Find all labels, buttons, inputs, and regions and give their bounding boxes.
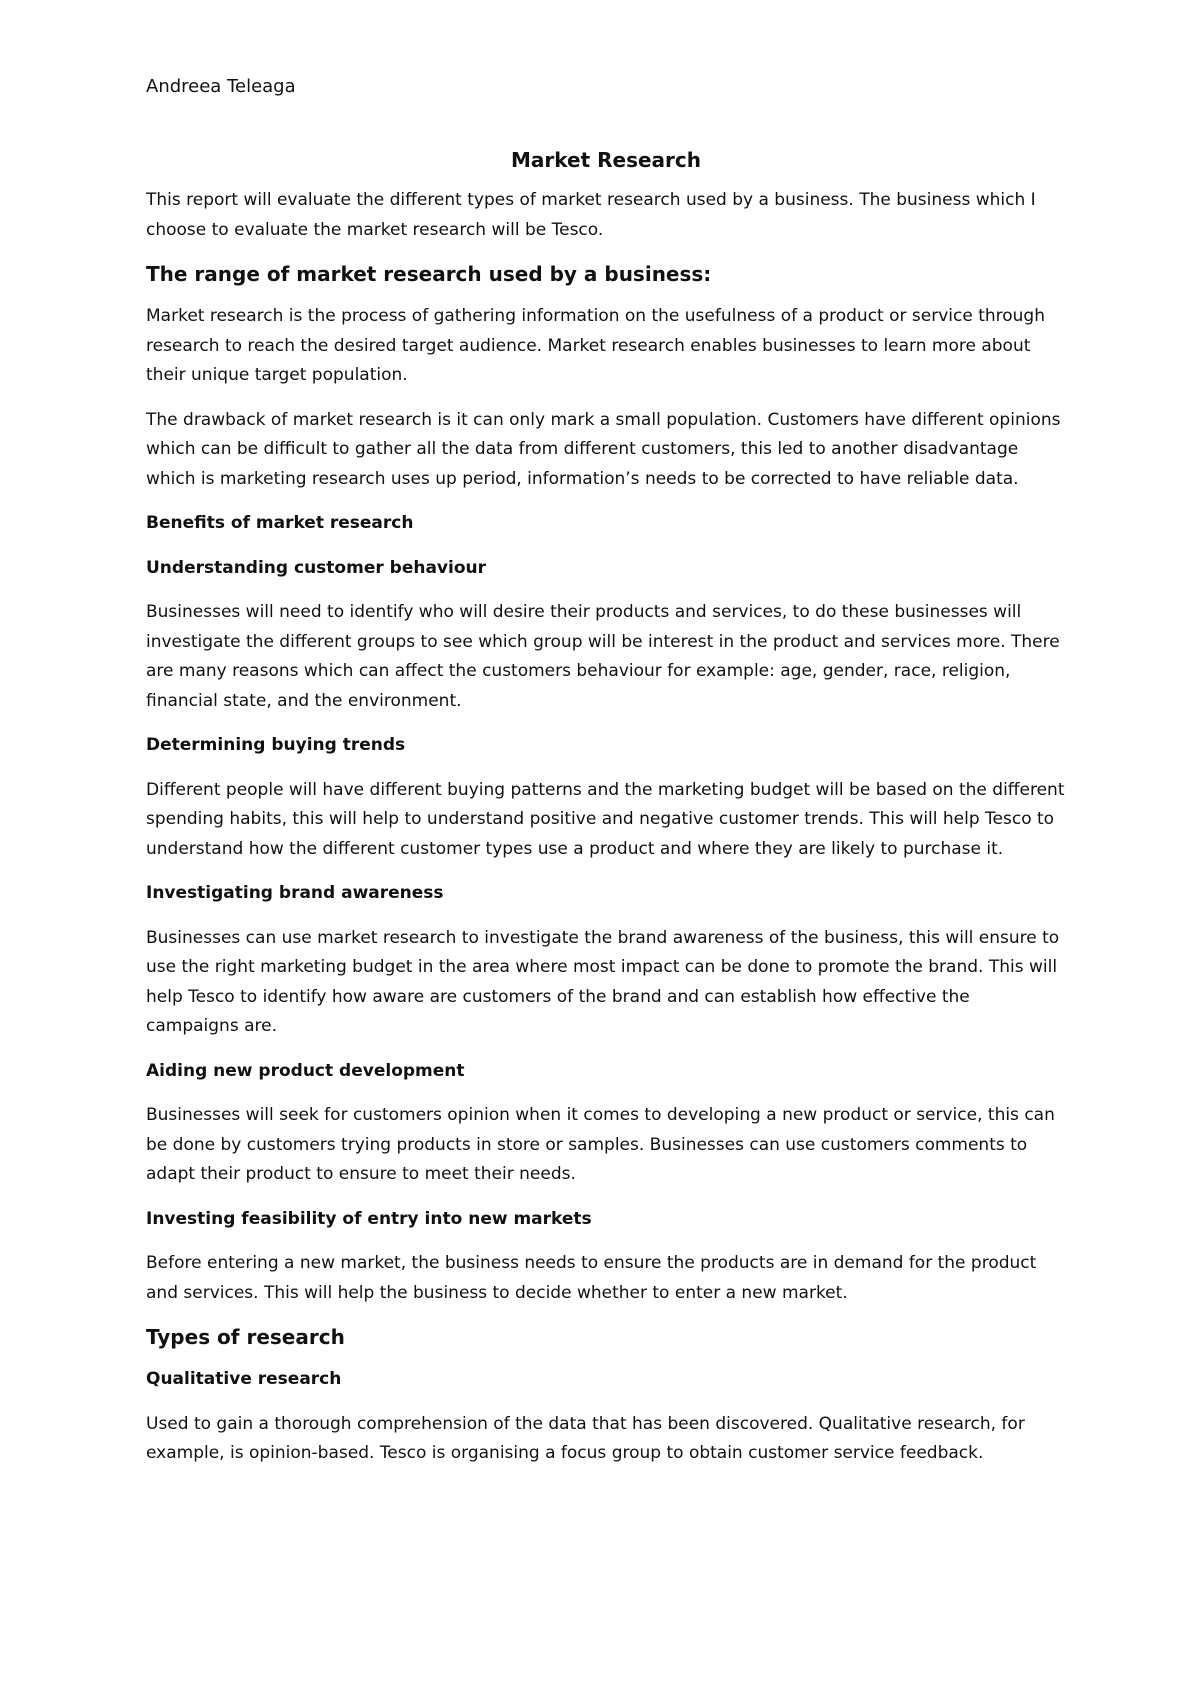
intro-paragraph: This report will evaluate the different types of market research used by a business. The business which I choose to evaluate the market research will be Tesco. bbox=[146, 190, 1036, 240]
benefit-text-brand-awareness: Businesses can use market research to investigate the brand awareness of the business, this will ensure to use the right marketing budget in the area where most impact can be done to promote the brand. This will help Tesco to identify how aware are customers of the brand and can establish how effective the campaigns are. bbox=[146, 927, 1060, 1036]
benefits-heading: Benefits of market research bbox=[146, 513, 414, 533]
types-heading: Types of research bbox=[146, 1325, 345, 1349]
benefit-text-new-markets: Before entering a new market, the business needs to ensure the products are in demand for the product and services. This will help the business to decide whether to enter a new market. bbox=[146, 1253, 1037, 1303]
benefit-text-buying-trends: Different people will have different buying patterns and the marketing budget will be based on the different spending habits, this will help to understand positive and negative customer trends. This will help Tesco to understand how the different customer types use a product and where they are likely to purchase it. bbox=[146, 779, 1065, 859]
range-heading: The range of market research used by a business: bbox=[146, 262, 712, 286]
author-name: Andreea Teleaga bbox=[146, 76, 296, 97]
benefit-heading-product-development: Aiding new product development bbox=[146, 1060, 465, 1081]
benefit-text-product-development: Businesses will seek for customers opinion when it comes to developing a new product or service, this can be done by customers trying products in store or samples. Businesses can use customers comments to adapt their product to ensure to meet their needs. bbox=[146, 1105, 1055, 1184]
benefit-heading-customer-behaviour: Understanding customer behaviour bbox=[146, 557, 486, 578]
benefit-heading-new-markets: Investing feasibility of entry into new markets bbox=[146, 1208, 592, 1229]
document-body bbox=[146, 148, 1066, 1484]
benefit-text-customer-behaviour: Businesses will need to identify who will desire their products and services, to do these businesses will investigate the different groups to see which group will be interest in the product and services more. There are many reasons which can affect the customers behaviour for example: age, gender, race, religion, financial state, and the environment. bbox=[146, 602, 1060, 711]
range-paragraph-1: Market research is the process of gathering information on the usefulness of a product or service through research to reach the desired target audience. Market research enables businesses to learn more about their unique target population. bbox=[146, 306, 1045, 385]
range-paragraph-2: The drawback of market research is it can only mark a small population. Customers have different opinions which can be difficult to gather all the data from different customers, this led to another disadvantage which is marketing research uses up period, information’s needs to be corrected to have reliable data. bbox=[146, 409, 1061, 489]
page-title: Market Research bbox=[511, 148, 701, 172]
benefit-heading-buying-trends: Determining buying trends bbox=[146, 735, 406, 755]
qualitative-heading: Qualitative research bbox=[146, 1369, 342, 1389]
benefit-heading-brand-awareness: Investigating brand awareness bbox=[146, 883, 444, 903]
qualitative-text: Used to gain a thorough comprehension of the data that has been discovered. Qualitative research, for example, is opinion-based. Tesco is organising a focus group to obtain customer service feedback. bbox=[146, 1413, 1025, 1463]
